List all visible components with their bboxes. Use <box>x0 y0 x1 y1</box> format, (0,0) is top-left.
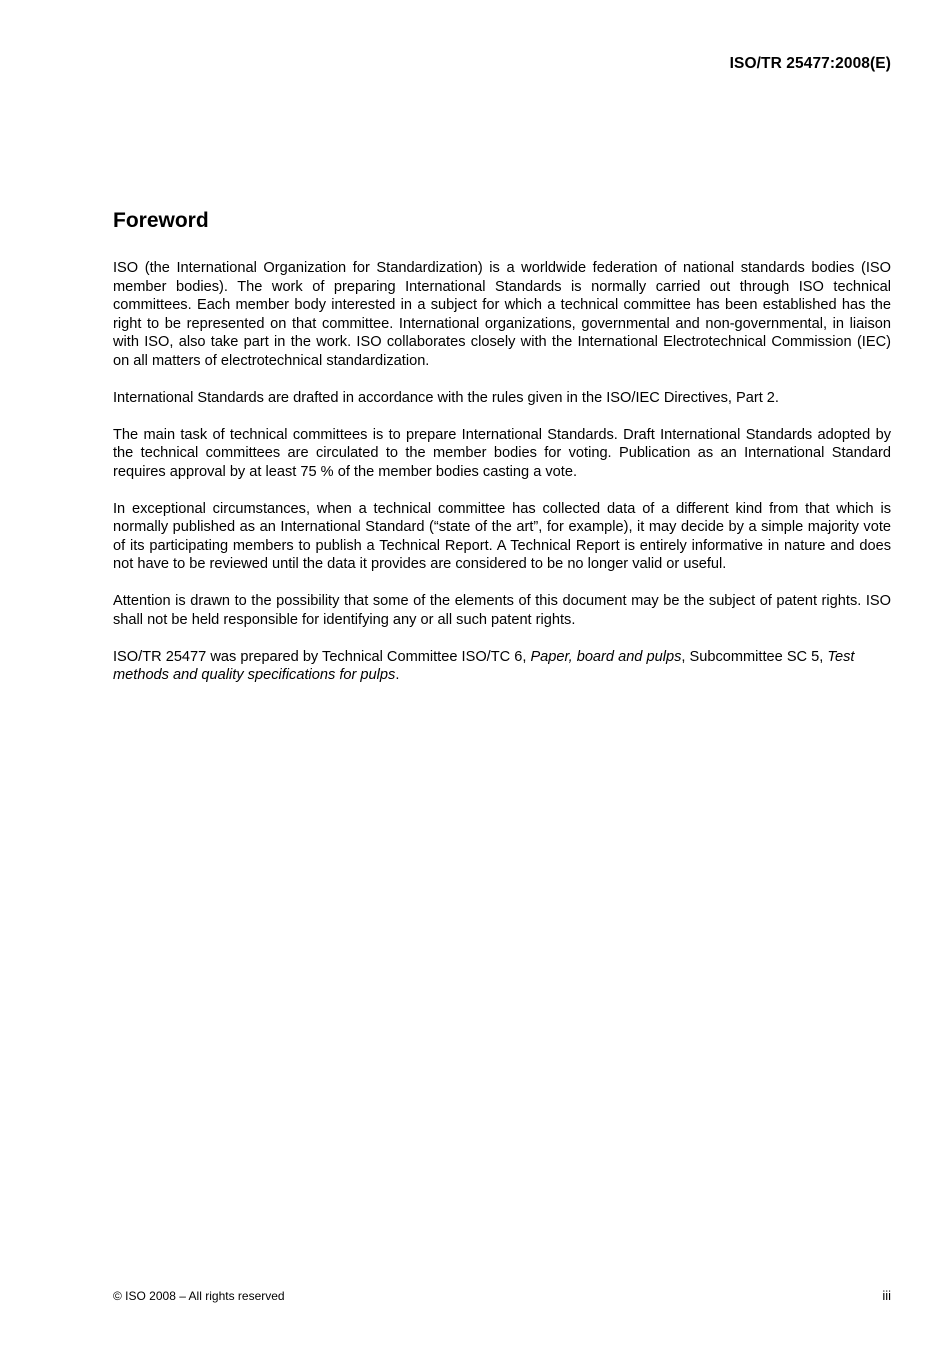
copyright-notice: © ISO 2008 – All rights reserved <box>113 1289 285 1303</box>
paragraph-prepared-by <box>113 648 891 685</box>
page-number: iii <box>882 1288 891 1303</box>
paragraph-technical-report: In exceptional circumstances, when a technical committee has collected data of a different kind from that which is normally published as an International Standard (“state of the art”, for example), it may decide by a simple majority vote of its participating members to publish a Technical Report. A Technical Report is entirely informative in nature and does not have to be reviewed until the data it provides are considered to be no longer valid or useful. <box>113 500 891 572</box>
paragraph-patent-rights: Attention is drawn to the possibility that some of the elements of this document may be the subject of patent rights. ISO shall not be held responsible for identifying any or all such patent rights. <box>113 593 891 628</box>
prepared-by-middle: , Subcommittee SC 5, <box>681 648 828 665</box>
subcommittee-name: Test methods and quality specifications for pulps <box>113 648 855 683</box>
prepared-by-prefix: ISO/TR 25477 was prepared by Technical Committee ISO/TC 6, <box>113 648 531 665</box>
document-id: ISO/TR 25477:2008(E) <box>729 55 891 72</box>
foreword-body <box>113 259 891 703</box>
paragraph-drafting-rules: International Standards are drafted in accordance with the rules given in the ISO/IEC Directives, Part 2. <box>113 389 779 406</box>
prepared-by-suffix: . <box>395 667 400 683</box>
paragraph-committee-task: The main task of technical committees is to prepare International Standards. Draft International Standards adopted by the technical committees are circulated to the member bodies for voting. Publication as an International Standard requires approval by at least 75 % of the member bodies casting a vote. <box>113 426 891 480</box>
page-title: Foreword <box>113 209 209 232</box>
paragraph-iso-overview: ISO (the International Organization for Standardization) is a worldwide federation of national standards bodies (ISO member bodies). The work of preparing International Standards is normally carried out through ISO technical committees. Each member body interested in a subject for which a technical committee has been established has the right to be represented on that committee. International organizations, governmental and non-governmental, in liaison with ISO, also take part in the work. ISO collaborates closely with the International Electrotechnical Commission (IEC) on all matters of electrotechnical standardization. <box>113 260 891 369</box>
committee-name: Paper, board and pulps <box>530 648 682 665</box>
